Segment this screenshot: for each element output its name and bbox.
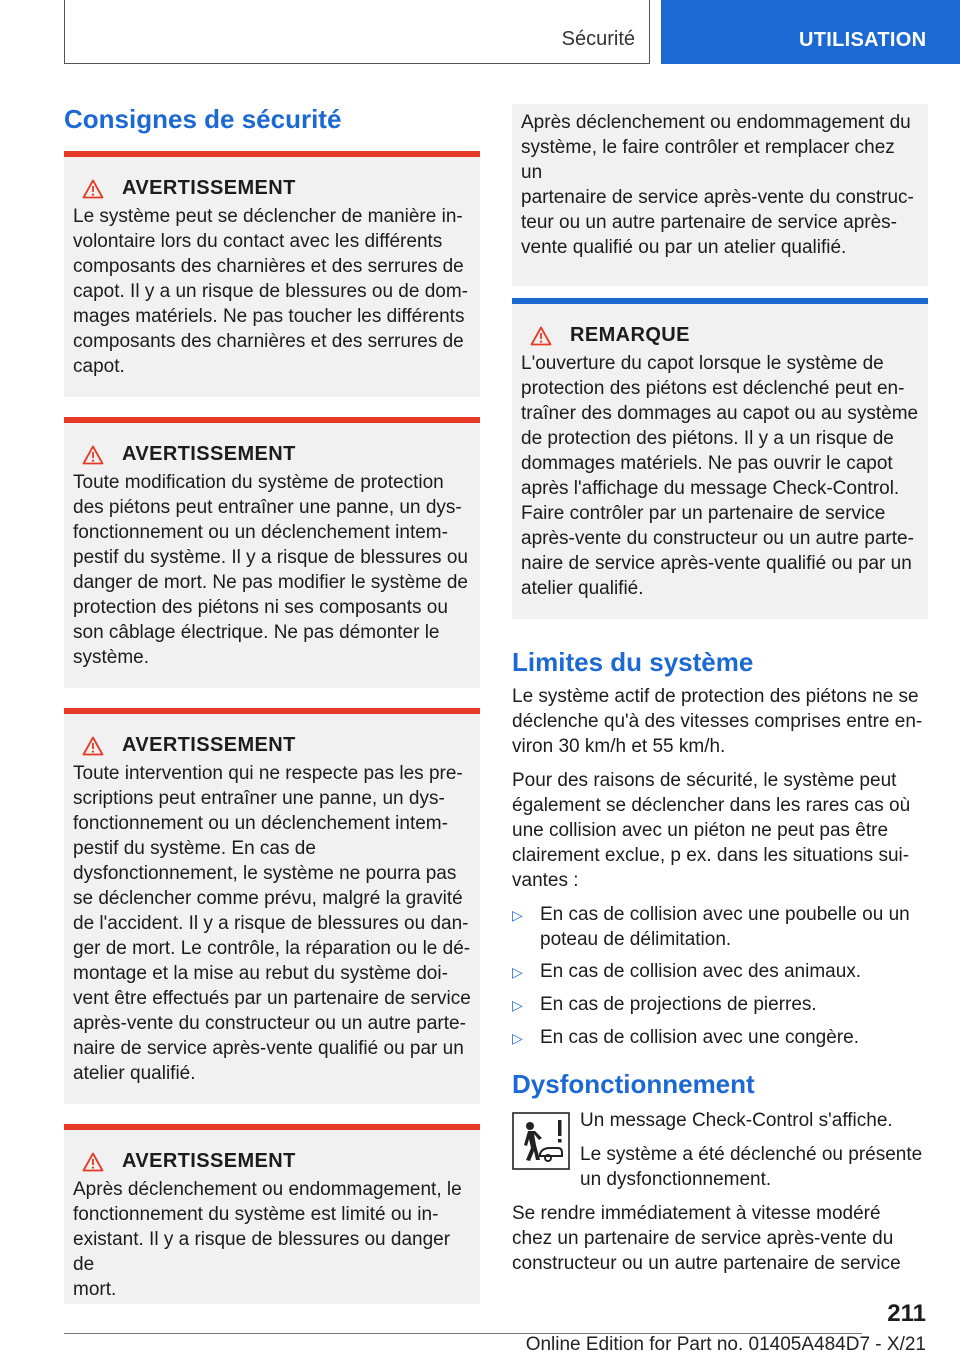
- note-label: REMARQUE: [570, 324, 690, 346]
- warning-continuation-text: Après déclenchement ou endommagement du système, le faire contrôler et remplacer chez un partenaire de service après-vente du construc- teur ou un autre partenaire de service après- vente qualifié ou par un atelier qualifié.: [521, 112, 914, 258]
- note-heading: [521, 324, 919, 347]
- list-item: ▷ En cas de collision avec une congère.: [512, 1025, 928, 1051]
- warning-triangle-icon: [82, 179, 104, 199]
- right-column: [512, 104, 928, 1285]
- pedestrian-protection-warning-icon: [512, 1112, 570, 1170]
- warning-box-2: [64, 417, 480, 688]
- limits-paragraph-2: Pour des raisons de sécurité, le système peut également se déclencher dans les rares cas où une collision avec un piéton ne peut pas être clairement exclue, p ex. dans les situations sui- vantes :: [512, 770, 911, 892]
- list-item: ▷ En cas de collision avec une poubelle ou un poteau de délimitation.: [512, 904, 910, 951]
- warning-heading: [73, 1150, 471, 1173]
- warning-heading: [73, 734, 471, 757]
- warning-triangle-icon: [82, 445, 104, 465]
- warning-box-4: [64, 1124, 480, 1304]
- left-column: [64, 98, 480, 1304]
- warning-heading: [73, 177, 471, 200]
- warning-box-3: [64, 708, 480, 1104]
- triangle-bullet-icon: ▷: [512, 964, 523, 981]
- warning-text: Le système peut se déclencher de manière in- volontaire lors du contact avec les différents composants des charnières et des serrures de capot. Il y a un risque de blessures ou de dom- mages matériels. Ne pas toucher les différents composants des charnières et des serrures de capot.: [73, 206, 469, 378]
- triangle-bullet-icon: ▷: [512, 1030, 523, 1047]
- warning-triangle-icon: [82, 1152, 104, 1172]
- note-box: [512, 298, 928, 619]
- note-text: L'ouverture du capot lorsque le système de protection des piétons est déclenché peut en- traîner des dommages au capot ou au système de protection des piétons. Il y a un risque de dommages matériels. Ne pas ouvrir le capot après l'affichage du message Check-Control. Faire contrôler par un partenaire de service après-vente du constructeur ou un autre parte- naire de service après-vente qualifié ou par un atelier qualifié.: [521, 353, 919, 599]
- list-item: ▷ En cas de projections de pierres.: [512, 992, 928, 1018]
- warning-label: AVERTISSEMENT: [122, 1150, 296, 1173]
- warning-label: AVERTISSEMENT: [122, 443, 296, 466]
- warning-box-1: [64, 151, 480, 397]
- page-number: 211: [887, 1300, 926, 1327]
- triangle-bullet-icon: ▷: [512, 907, 523, 924]
- limits-list: [512, 902, 928, 1051]
- header-section-box: [64, 0, 650, 64]
- warning-text: Toute intervention qui ne respecte pas les pre- scriptions peut entraîner une panne, un dys- fonctionnement ou un déclenchement intem- pestif du système. En cas de dysfonctionnement, le système ne pourra pas se déclencher comme prévu, malgré la gravité de l'accident. Il y a risque de blessures ou dan- ger de mort. Le contrôle, la réparation ou le dé- montage et la mise au rebut du système doi- vent être effectués par un partenaire de service après-vente du constructeur ou un autre parte- naire de service après-vente qualifié ou par un atelier qualifié.: [73, 763, 471, 1085]
- header-chapter-title: UTILISATION: [799, 29, 927, 51]
- check-control-text: Un message Check-Control s'affiche.: [580, 1110, 893, 1132]
- check-control-detail: Le système a été déclenché ou présente un dysfonctionnement.: [580, 1144, 923, 1191]
- warning-triangle-icon: [82, 736, 104, 756]
- warning-text: Toute modification du système de protection des piétons peut entraîner une panne, un dys- fonctionnement ou un déclenchement intem- pestif du système. Il y a risque de blessures ou danger de mort. Ne pas modifier le système de protection des piétons ni ses composants ou son câblage électrique. Ne pas démonter le système.: [73, 472, 468, 669]
- triangle-bullet-icon: ▷: [512, 997, 523, 1014]
- warning-continuation-box: [512, 104, 928, 286]
- warning-heading: [73, 443, 471, 466]
- list-item: ▷ En cas de collision avec des animaux.: [512, 959, 928, 985]
- footer-edition: Online Edition for Part no. 01405A484D7 - X/21: [525, 1334, 926, 1355]
- warning-triangle-icon: [530, 326, 552, 346]
- section-title-limits: Limites du système: [512, 647, 754, 677]
- malfunction-paragraph: Se rendre immédiatement à vitesse modéré chez un partenaire de service après-vente du constructeur ou un autre partenaire de service: [512, 1203, 901, 1275]
- warning-label: AVERTISSEMENT: [122, 734, 296, 757]
- header-chapter-tab: [661, 0, 960, 64]
- header-section-title: Sécurité: [561, 28, 635, 50]
- section-title-malfunction: Dysfonctionnement: [512, 1069, 755, 1100]
- check-control-message: [512, 1108, 928, 1201]
- warning-text: Après déclenchement ou endommagement, le fonctionnement du système est limité ou in- existant. Il y a risque de blessures ou danger de mort.: [73, 1179, 462, 1301]
- limits-paragraph-1: Le système actif de protection des piétons ne se déclenche qu'à des vitesses comprises entre en- viron 30 km/h et 55 km/h.: [512, 686, 923, 758]
- warning-label: AVERTISSEMENT: [122, 177, 296, 200]
- section-title-safety: Consignes de sécurité: [64, 104, 342, 134]
